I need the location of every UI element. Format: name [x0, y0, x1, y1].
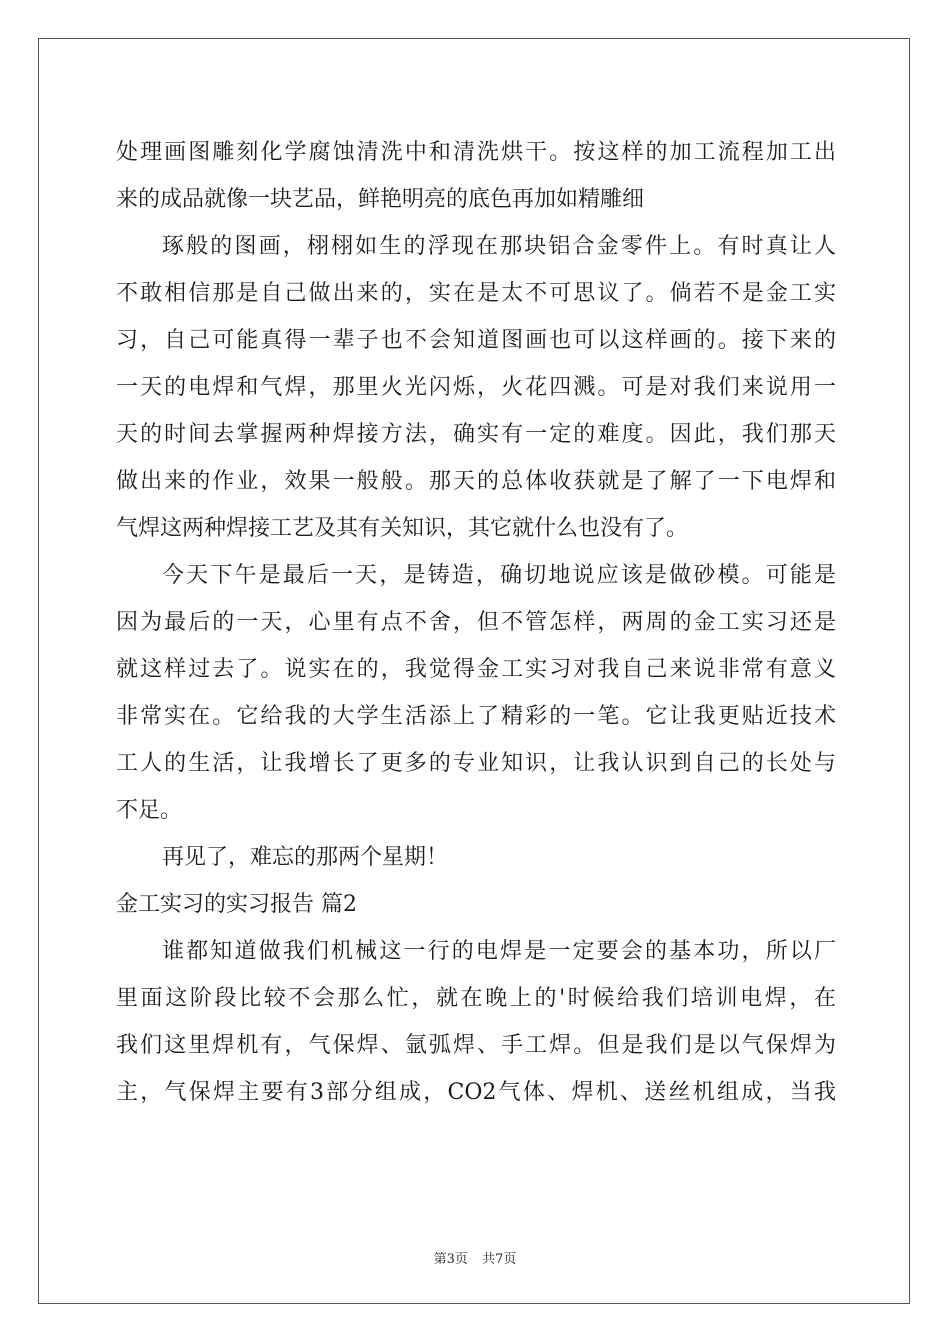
document-body	[116, 129, 836, 1116]
text-line: 里面这阶段比较不会那么忙，就在晚上的'时候给我们培训电焊，在	[116, 986, 836, 1011]
text-line: 非常实在。它给我的大学生活添上了精彩的一笔。它让我更贴近技术	[116, 704, 836, 729]
paragraph-start-line: 谁都知道做我们机械这一行的电焊是一定要会的基本功，所以厂	[162, 939, 836, 964]
text-line: 工人的生活，让我增长了更多的专业知识，让我认识到自己的长处与	[116, 751, 836, 776]
text-line: 来的成品就像一块艺品，鲜艳明亮的底色再加如精雕细	[116, 187, 645, 212]
paragraph-start-line: 再见了，难忘的那两个星期！	[162, 845, 449, 870]
paragraph-start-line: 琢般的图画，栩栩如生的浮现在那块铝合金零件上。有时真让人	[162, 234, 836, 259]
text-line: 气焊这两种焊接工艺及其有关知识，其它就什么也没有了。	[116, 516, 689, 541]
text-line: 一天的电焊和气焊，那里火光闪烁，火花四溅。可是对我们来说用一	[116, 375, 836, 400]
text-line: 天的时间去掌握两种焊接方法，确实有一定的难度。因此，我们那天	[116, 422, 836, 447]
page-total: 共7页	[482, 1252, 517, 1267]
text-line: 就这样过去了。说实在的，我觉得金工实习对我自己来说非常有意义	[116, 657, 836, 682]
text-line: 因为最后的一天，心里有点不舍，但不管怎样，两周的金工实习还是	[116, 610, 836, 635]
text-line: 不足。	[116, 798, 183, 823]
text-line: 我们这里焊机有，气保焊、氩弧焊、手工焊。但是我们是以气保焊为	[116, 1033, 836, 1058]
text-line: 习，自己可能真得一辈子也不会知道图画也可以这样画的。接下来的	[116, 328, 836, 353]
text-line: 处理画图雕刻化学腐蚀清洗中和清洗烘干。按这样的加工流程加工出	[116, 140, 836, 165]
paragraph-start-line: 今天下午是最后一天，是铸造，确切地说应该是做砂模。可能是	[162, 563, 836, 588]
section-heading: 金工实习的实习报告 篇2	[116, 892, 357, 917]
page-number: 第3页	[433, 1252, 468, 1267]
text-line: 不敢相信那是自己做出来的，实在是太不可思议了。倘若不是金工实	[116, 281, 836, 306]
text-line: 主，气保焊主要有3部分组成，CO2气体、焊机、送丝机组成，当我	[116, 1080, 836, 1105]
page-footer	[0, 1248, 950, 1267]
text-line: 做出来的作业，效果一般般。那天的总体收获就是了解了一下电焊和	[116, 469, 836, 494]
